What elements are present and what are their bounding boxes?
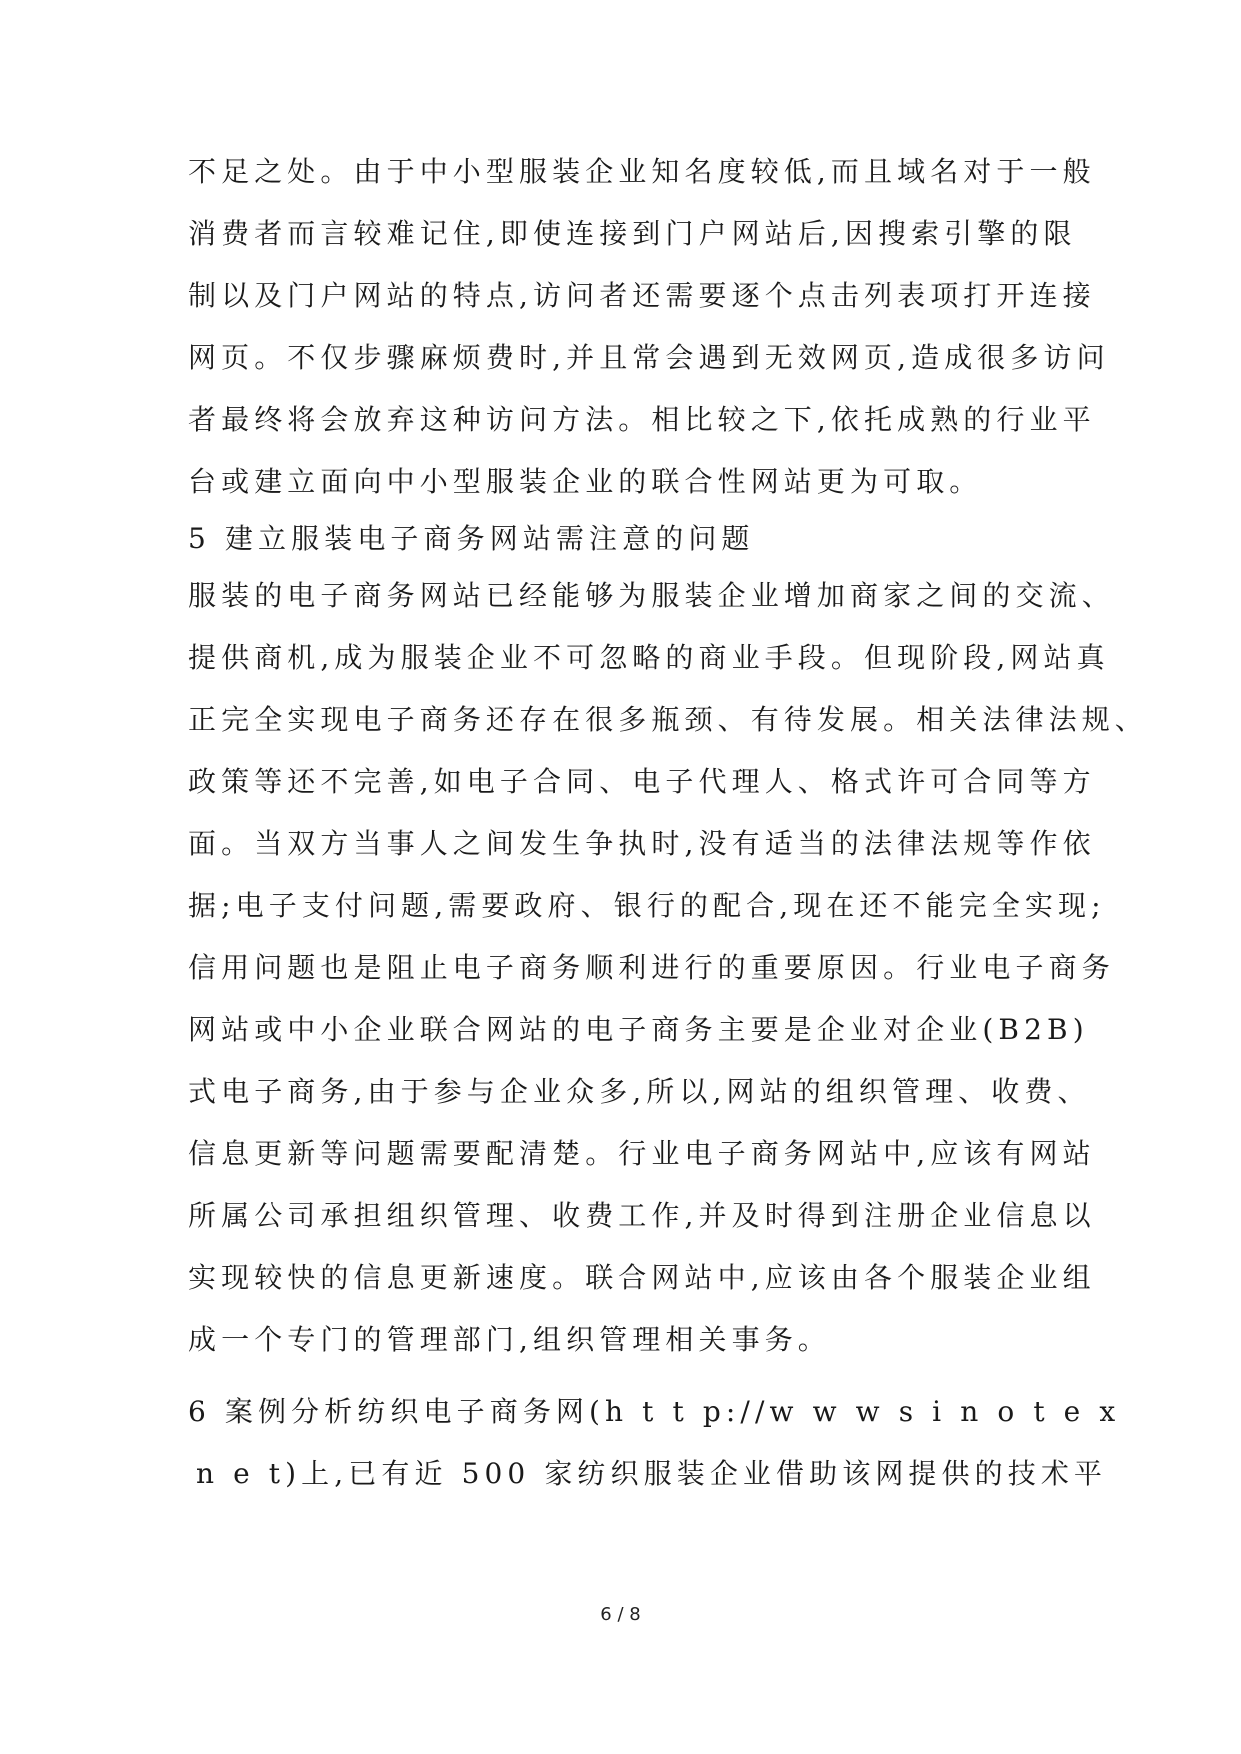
section-heading: 6 案例分析纺织电子商务网(h t t p://w w w s i n o t e x bbox=[188, 1395, 1121, 1428]
section-heading: 5 建立服装电子商务网站需注意的问题 bbox=[188, 522, 755, 555]
page-number: 6 / 8 bbox=[600, 1604, 641, 1625]
text-line: 政策等还不完善,如电子合同、电子代理人、格式许可合同等方 bbox=[188, 765, 1096, 798]
text-line: n e t)上,已有近 500 家纺织服装企业借助该网提供的技术平 bbox=[196, 1457, 1108, 1490]
text-line: 所属公司承担组织管理、收费工作,并及时得到注册企业信息以 bbox=[188, 1199, 1096, 1232]
text-line: 信息更新等问题需要配清楚。行业电子商务网站中,应该有网站 bbox=[188, 1137, 1096, 1170]
text-line: 者最终将会放弃这种访问方法。相比较之下,依托成熟的行业平 bbox=[188, 403, 1096, 436]
text-line: 据;电子支付问题,需要政府、银行的配合,现在还不能完全实现; bbox=[188, 889, 1106, 922]
text-line: 式电子商务,由于参与企业众多,所以,网站的组织管理、收费、 bbox=[188, 1075, 1091, 1108]
text-line: 网页。不仅步骤麻烦费时,并且常会遇到无效网页,造成很多访问 bbox=[188, 341, 1110, 374]
text-line: 制以及门户网站的特点,访问者还需要逐个点击列表项打开连接 bbox=[188, 279, 1096, 312]
text-line: 实现较快的信息更新速度。联合网站中,应该由各个服装企业组 bbox=[188, 1261, 1096, 1294]
text-line: 消费者而言较难记住,即使连接到门户网站后,因搜索引擎的限 bbox=[188, 217, 1077, 250]
text-line: 台或建立面向中小型服装企业的联合性网站更为可取。 bbox=[188, 465, 983, 498]
text-line: 信用问题也是阻止电子商务顺利进行的重要原因。行业电子商务 bbox=[188, 951, 1115, 984]
text-line: 正完全实现电子商务还存在很多瓶颈、有待发展。相关法律法规、 bbox=[188, 703, 1148, 736]
text-line: 面。当双方当事人之间发生争执时,没有适当的法律法规等作依 bbox=[188, 827, 1096, 860]
text-line: 不足之处。由于中小型服装企业知名度较低,而且域名对于一般 bbox=[188, 155, 1096, 188]
text-line: 服装的电子商务网站已经能够为服装企业增加商家之间的交流、 bbox=[188, 579, 1115, 612]
text-line: 提供商机,成为服装企业不可忽略的商业手段。但现阶段,网站真 bbox=[188, 641, 1110, 674]
text-line: 成一个专门的管理部门,组织管理相关事务。 bbox=[188, 1323, 831, 1356]
text-line: 网站或中小企业联合网站的电子商务主要是企业对企业(B2B) bbox=[188, 1013, 1089, 1046]
